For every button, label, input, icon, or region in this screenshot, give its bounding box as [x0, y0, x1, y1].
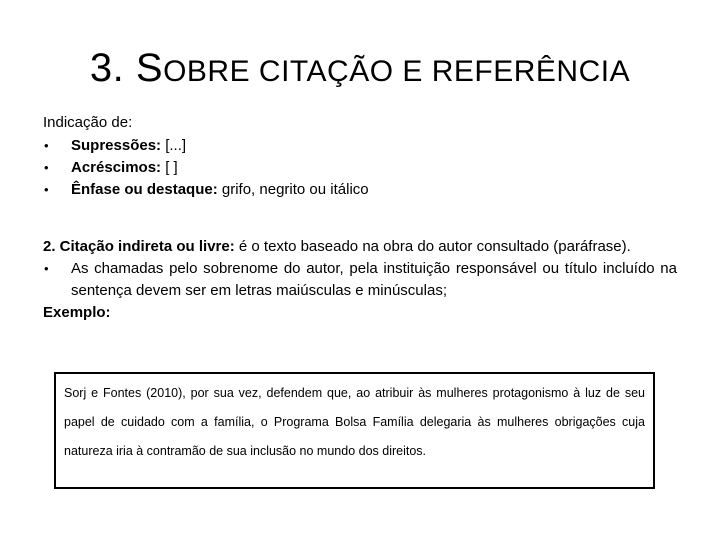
bullet-icon: • — [44, 261, 49, 276]
item-value: [...] — [161, 137, 187, 154]
example-label: Exemplo: — [43, 304, 111, 321]
quote-text: Sorj e Fontes (2010), por sua vez, defendem que, ao atribuir às mulheres protagonismo à luz de seu papel de cuidado com a família, o Programa Bolsa Família delegaria às mulheres obrigações cuja natureza iria à contramão de sua inclusão no mundo dos direitos. — [64, 386, 645, 458]
title-number: 3. S — [89, 46, 164, 90]
bullet-icon: • — [44, 138, 49, 153]
page-title — [0, 40, 720, 100]
list-item — [43, 258, 677, 302]
item-label: Ênfase ou destaque: — [71, 181, 218, 198]
item-value: [ ] — [161, 159, 178, 176]
bullet-icon: • — [44, 160, 49, 175]
example-quote-box — [54, 372, 655, 489]
indication-heading: Indicação de: — [43, 114, 133, 131]
section-paragraph — [43, 236, 677, 258]
bullet-icon: • — [44, 182, 49, 197]
indication-section — [43, 112, 683, 201]
item-label: Acréscimos: — [71, 159, 162, 176]
list-item — [43, 135, 683, 157]
list-item — [43, 179, 683, 201]
section-label: 2. Citação indireta ou livre: — [43, 238, 235, 255]
list-item — [43, 157, 683, 179]
item-value: grifo, negrito ou itálico — [217, 181, 369, 198]
item-label: Supressões: — [71, 137, 162, 154]
indirect-citation-section — [43, 236, 677, 324]
bullet-text: As chamadas pelo sobrenome do autor, pela instituição responsável ou título incluído na sentença devem ser em letras maiúsculas e minúsculas; — [71, 260, 677, 299]
section-text: é o texto baseado na obra do autor consultado (paráfrase). — [234, 238, 631, 255]
title-text: OBRE CITAÇÃO E REFERÊNCIA — [163, 55, 631, 88]
